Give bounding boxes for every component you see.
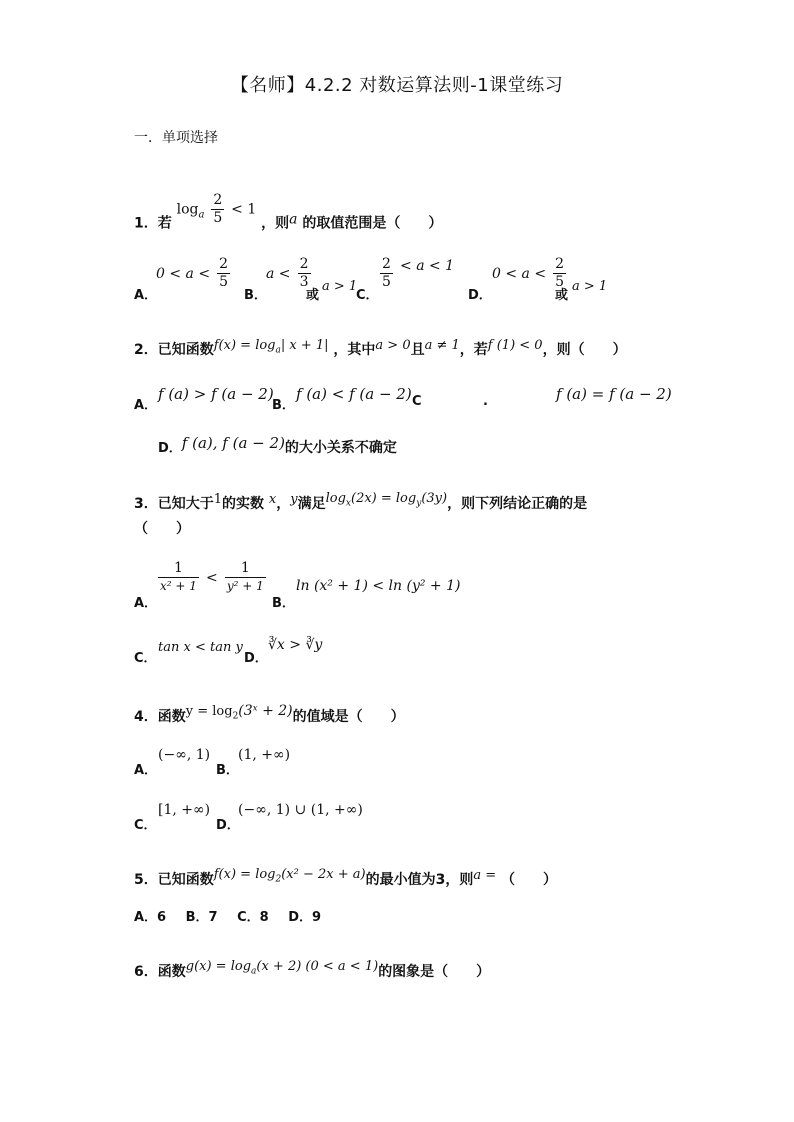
question-2: 2．已知函数$f(x) = \log_a|$ x + 1| ，其中a > 0且a ≠ 1，若f (1) < 0，则（ ）	[134, 338, 627, 358]
q4-option-a: (−∞, 1)	[158, 747, 211, 763]
q4-option-d: (−∞, 1) ∪ (1, +∞)	[238, 802, 363, 818]
q1-option-a-label: A．	[134, 288, 158, 303]
q2-option-c-label: C	[412, 394, 422, 409]
q3-option-b-label: B．	[272, 596, 295, 611]
q1-option-c: $\frac{2}{5}$ < a < 1	[382, 256, 455, 290]
q2-option-a-label: A．	[134, 398, 158, 413]
q4-option-b: (1, +∞)	[238, 747, 291, 763]
q2-option-b-label: B．	[272, 398, 295, 413]
q4-option-a-label: A．	[134, 763, 158, 778]
question-1: 1．若 $\log_a$ $\frac{2}{5}$ < 1 ，则a 的取值范围是（ ）	[134, 192, 443, 232]
q1-condition: $\log_a$ $\frac{2}{5}$ < 1	[176, 192, 257, 226]
q2-option-c: f (a) = f (a − 2)	[556, 385, 672, 403]
q1-option-b-or: 或	[306, 288, 320, 303]
q1-option-d-tail: a > 1	[572, 279, 608, 294]
q2-option-c-dot: .	[483, 394, 488, 409]
question-6: 6．函数$g(x) = \log_a(x + 2) (0 < a < 1)$的图象是（ ）	[134, 959, 491, 980]
q3-option-c-label: C．	[134, 651, 157, 666]
q3-option-b: ln (x² + 1) < ln (y² + 1)	[296, 578, 461, 594]
q1-option-d-or: 或	[555, 288, 569, 303]
q1-option-b-label: B．	[244, 288, 267, 303]
question-4: 4．函数$y = \log_2(3ˣ + 2)$的值域是（ ）	[134, 703, 405, 725]
q1-option-b-tail: a > 1	[322, 279, 358, 294]
q3-option-a: $\frac{1}{\text{x² + 1}}$ < $\frac{1}{\text{y² + 1}}$	[160, 560, 264, 593]
q3-option-d: ∛x > ∛y	[268, 637, 323, 653]
q2-option-d: D．f (a), f (a − 2)的大小关系不确定	[158, 434, 397, 456]
q4-option-c: [1, +∞)	[158, 802, 211, 818]
q3-paren: （ ）	[134, 521, 190, 537]
question-5: 5．已知函数$f(x) = \log_2(x^2 - 2x + a)$的最小值为3，则a = （ ）	[134, 867, 557, 888]
q2-number: 2．已知函数	[134, 342, 214, 358]
q1-option-d: 0 < a < $\frac{2}{5}$	[492, 256, 565, 290]
q1-option-d-label: D．	[468, 288, 492, 303]
q1-number: 1．若	[134, 215, 172, 232]
q1-option-b: a < $\frac{2}{3}$	[266, 256, 309, 290]
q1-option-a: 0 < a < $\frac{2}{5}$	[156, 256, 229, 290]
q4-option-b-label: B．	[216, 763, 239, 778]
q3-option-d-label: D．	[244, 651, 268, 666]
q1-option-c-label: C．	[356, 288, 379, 303]
q2-option-b: f (a) < f (a − 2)	[296, 385, 412, 403]
question-3: 3．已知大于1的实数 x，y满足$\log_x(2x) = \log_y(3y)$，则下列结论正确的是	[134, 491, 588, 512]
q5-options: A．6 B．7 C．8 D．9	[134, 910, 322, 925]
q3-option-c: tan x < tan y	[158, 640, 243, 655]
q3-option-a-label: A．	[134, 596, 158, 611]
q4-option-d-label: D．	[216, 818, 240, 833]
page-title: 【名师】4.2.2 对数运算法则-1课堂练习	[230, 75, 564, 96]
section-heading: 一．单项选择	[134, 130, 218, 146]
q4-option-c-label: C．	[134, 818, 157, 833]
q2-option-a: f (a) > f (a − 2)	[158, 385, 274, 403]
